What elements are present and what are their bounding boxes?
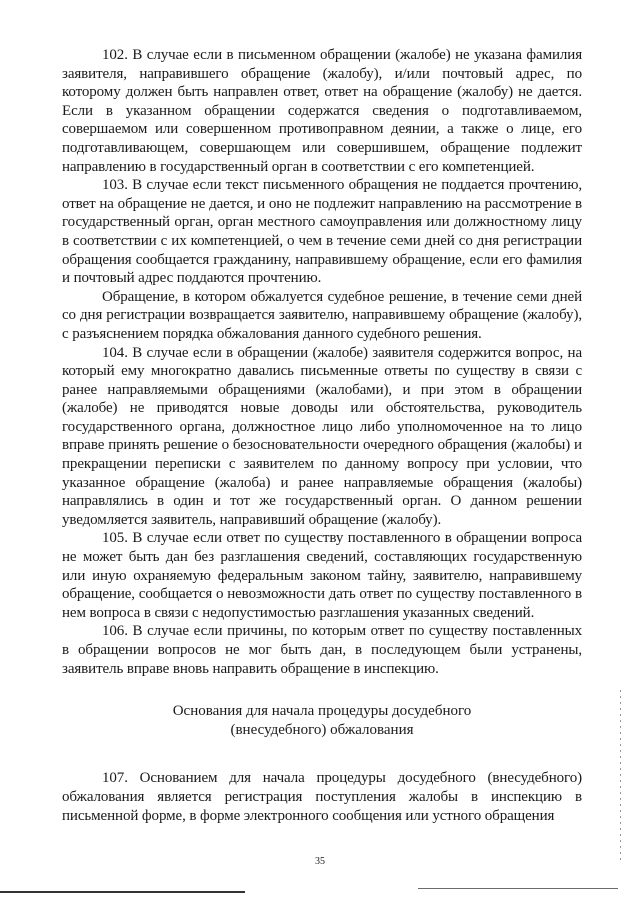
paragraph-106: 106. В случае если причины, по которым ответ по существу поставленных в обращении вопросов не мог быть дан, в последующем были устранены, заявитель вправе вновь направить обращение в инспекцию. <box>62 623 582 677</box>
scan-edge-line-right <box>418 888 618 889</box>
paragraph-105: 105. В случае если ответ по существу поставленного в обращении вопроса не может быть дан без разглашения сведений, составляющих государственную или иную охраняемую федеральным законом тайну, заявителю, направившему обращение, сообщается о невозможности дать ответ по существу поставленного в нем вопроса в связи с недопустимостью разглашения указанных сведений. <box>62 530 582 621</box>
document-page <box>62 46 582 825</box>
paragraph-107: 107. Основанием для начала процедуры досудебного (внесудебного) обжалования является регистрация поступления жалобы в инспекцию в письменной форме, в форме электронного сообщения или устного обращения <box>62 770 582 824</box>
paragraph-court-decision: Обращение, в котором обжалуется судебное решение, в течение семи дней со дня регистрации возвращается заявителю, направившему обращение (жалобу), с разъяснением порядка обжалования данного судебного решения. <box>62 288 582 342</box>
paragraph-102: 102. В случае если в письменном обращении (жалобе) не указана фамилия заявителя, направившего обращение (жалобу), и/или почтовый адрес, по которому должен быть направлен ответ, ответ на обращение (жалобу) не дается. Если в указанном обращении содержатся сведения о подготавливаемом, совершаемом или совершенном противоправном деянии, а также о лице, его подготавливающем, совершающем или совершившем, обращение подлежит направлению в государственный орган в соответствии с его компетенцией. <box>62 47 582 175</box>
scan-margin-mark <box>620 690 621 860</box>
paragraph-104: 104. В случае если в обращении (жалобе) заявителя содержится вопрос, на который ему многократно давались письменные ответы по существу в связи с ранее направляемыми обращениями (жалобами), и при этом в обращении (жалобе) не приводятся новые доводы или обстоятельства, руководитель государственного органа, должностное лицо либо уполномоченное на то лицо вправе принять решение о безосновательности очередного обращения (жалобы) и прекращении переписки с заявителем по данному вопросу при условии, что указанное обращение (жалоба) и ранее направляемые обращения (жалобы) направлялись в один и тот же государственный орган. О данном решении уведомляется заявитель, направивший обращение (жалобу). <box>62 344 582 528</box>
page-number: 35 <box>315 856 325 867</box>
section-heading-line-2: (внесудебного) обжалования <box>230 721 414 738</box>
section-heading <box>62 702 582 739</box>
paragraph-103: 103. В случае если текст письменного обращения не поддается прочтению, ответ на обращение не дается, и оно не подлежит направлению на рассмотрение в государственный орган, орган местного самоуправления или должностному лицу в соответствии с их компетенцией, о чем в течение семи дней со дня регистрации обращения сообщается гражданину, направившему обращение, если его фамилия и почтовый адрес поддаются прочтению. <box>62 177 582 287</box>
section-heading-line-1: Основания для начала процедуры досудебного <box>172 703 472 720</box>
scan-edge-line <box>0 891 245 893</box>
